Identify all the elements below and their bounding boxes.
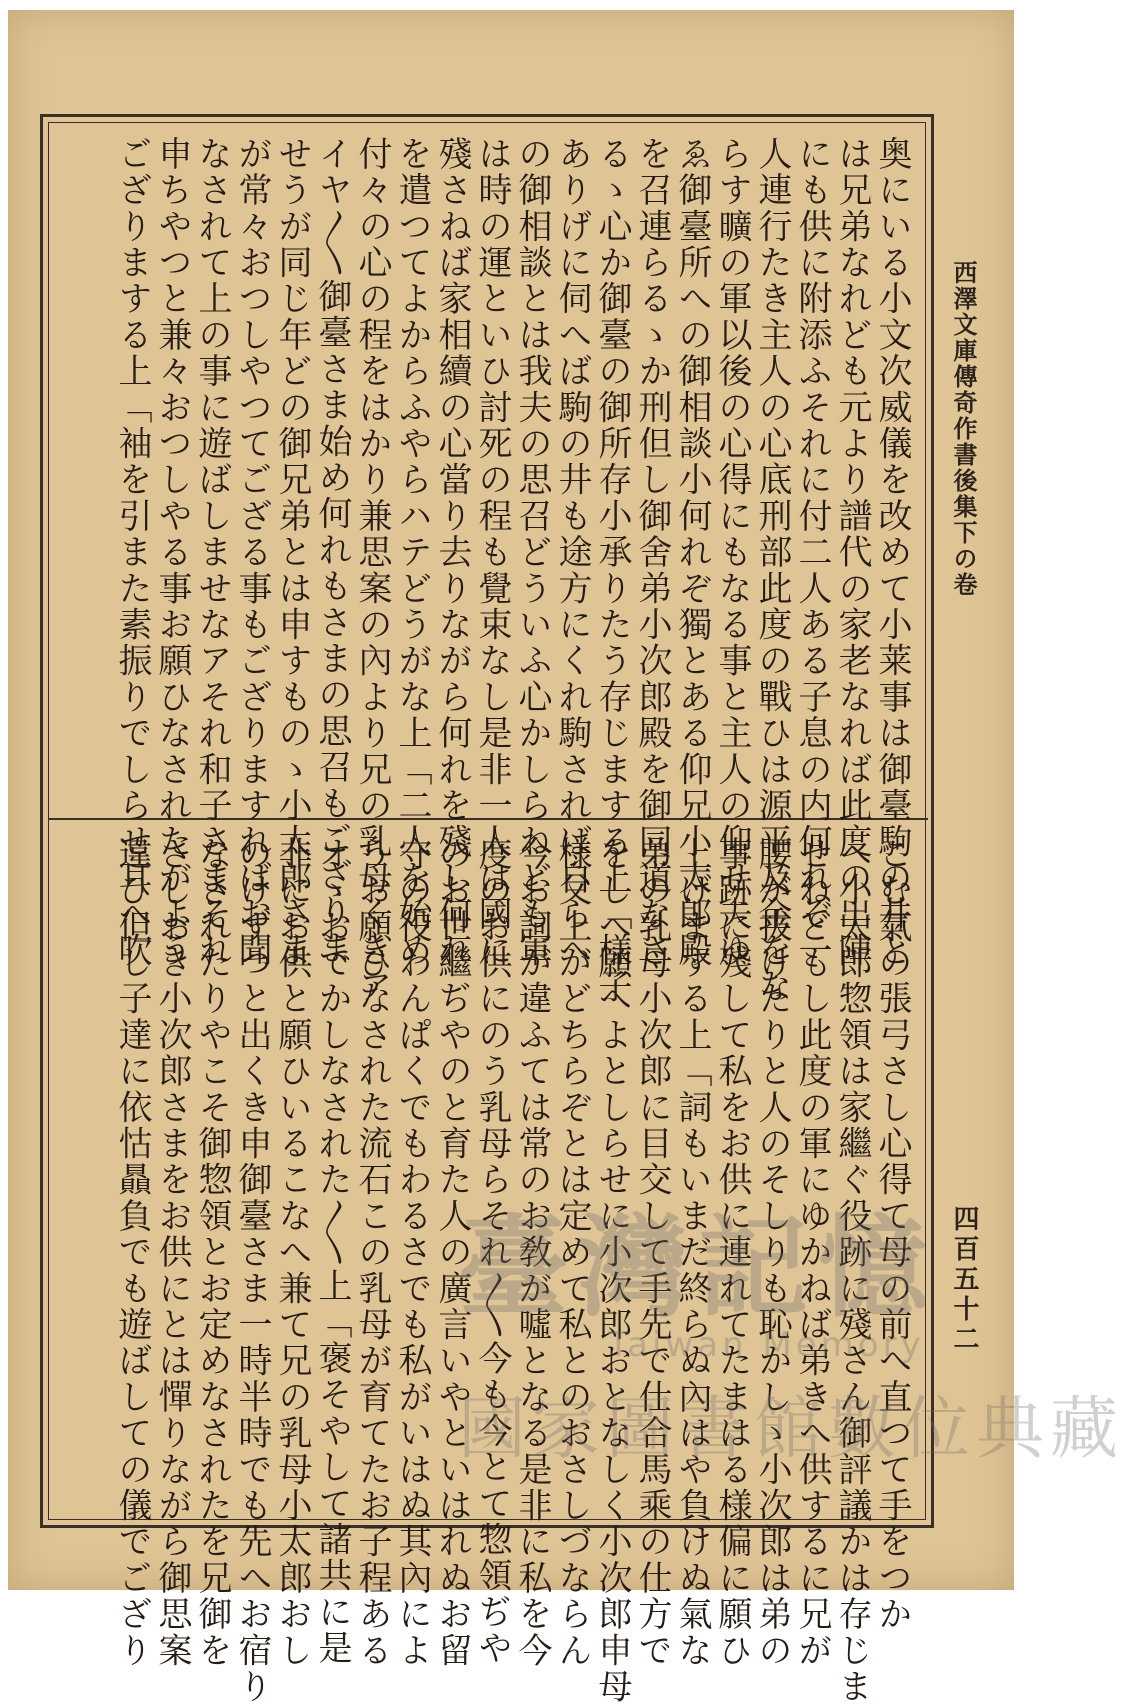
text-column: せうが同じ年どの御兄弟とは申すものゝ小太郎さま	[272, 136, 312, 969]
text-column: ゑ御臺所への御相談小何れぞ獨とある仰兄小太郎殿	[672, 136, 712, 969]
text-column: せねどもし此度の軍にゆかねば弟きへ供するに兄が	[792, 836, 832, 1669]
text-column: のお世繼ぢやのと育た人の廣言いやといはれぬお留	[432, 836, 472, 1669]
text-column: うお願ひなされた流石この乳母が育てたお子程ある	[352, 836, 392, 1669]
lower-text-block	[64, 836, 912, 1705]
text-column: は兄弟なれども元より譜代の家老なれば此度の出陣	[832, 136, 872, 969]
text-column: を遣つてよからふやらハテどうがな上「二人を始め	[392, 136, 432, 969]
page-header-strip	[936, 240, 1006, 1530]
text-column: ありげに伺へば駒の井も途方にくれ駒されば自らへ	[552, 136, 592, 969]
text-column: 度のお供にのう乳母らそれ〳〵今も今とて惣領ぢや	[472, 836, 512, 1667]
text-column: なされて上の事に遊ばしませなアそれ和子さまそれ	[192, 136, 232, 969]
text-column: にも供に附添ふそれに付二人ある子息の内何れぞ一	[792, 136, 832, 969]
text-column: イヤ〳〵御臺さま始め何れもさまの思召もござりま	[312, 136, 352, 967]
text-column: は時の運といひ討死の程も覺束なし是非一人は國に	[472, 136, 512, 969]
text-column: 様父上がどちらぞとは定めて私とのおさしづならん	[552, 836, 592, 1669]
page-number: 四百五十二	[949, 1205, 979, 1355]
text-column: 事跡に殘して私をお供に連れてたまはる様偏に願ひ	[712, 836, 752, 1669]
text-column: をしへ願へよとしらせに小次郎おとなしく小次郎申母	[592, 836, 632, 1705]
watermark-english-text: Taiwan Memory	[608, 1325, 925, 1365]
text-column: らす曠の軍以後の心得にもなる事と主人の仰せ夫ゆ	[712, 136, 752, 969]
text-column: 非にお供と願ひいるこなへ兼て兄の乳母小太郎おし	[272, 836, 312, 1669]
book-page	[8, 10, 1124, 1705]
text-column: 違ひ但し子達に依怙贔負でも遊ばしての儀でござり	[112, 836, 152, 1669]
text-column: の御相談とは我夫の思召どういふ心かしらねども軍	[512, 136, 552, 969]
text-column: 殘さねば家相續の心當り去りながら何れを殘し何れ	[432, 136, 472, 969]
text-column: るゝ心か御臺の御所存小承りたう存じまする上「様子	[592, 136, 632, 1005]
text-column: 上げまする上「詞もいまだ終らぬ內はや負けぬ氣な	[672, 836, 712, 1669]
watermark-main-text: 臺灣記憶	[458, 1203, 938, 1332]
text-column: のけずつと出くき申御臺さま一時半時でも先へお宿り	[232, 836, 272, 1705]
text-column: へ小太郎惣領は家繼ぐ役跡に殘さん御評議かは存じま	[832, 836, 872, 1705]
text-column: 弟の乳母小次郎に目交して手先で仕合馬乘の仕方で	[632, 836, 672, 1669]
upper-text-block	[64, 136, 912, 1005]
watermark-sub-text: 國家圖書館數位典藏	[458, 1390, 1124, 1469]
text-column: 奥にいる小文次威儀を改めて小莱事は御臺駒の井と	[872, 136, 912, 969]
text-column: 人連行たき主人の心底刑部此度の戰ひは源平及金をな	[752, 136, 792, 1005]
text-column: 守の役わんぱくでもわるさでも私がいはぬ其內によ	[392, 836, 432, 1669]
text-column: 申ちやつと兼々おつしやる事お願ひなされたがよう	[152, 136, 192, 969]
text-column: 付々の心の程をはかり兼思案の內より兄の乳母くきア	[352, 136, 392, 1005]
text-column: さしおき小次郎さまをお供にとは憚りながら御思案	[152, 836, 192, 1669]
text-column: こむ氣の張弓さし心得て母の前へ直つて手をつか	[872, 836, 912, 1633]
text-column: オゝおでかしなされた〳〵上「褒そやして諸共に是	[312, 836, 352, 1667]
running-title: 西澤文庫傳奇作書後集下の卷	[949, 260, 978, 598]
text-column: を召連らるゝか刑但し御舍弟小次郎殿を御同道なさ	[632, 136, 672, 969]
text-column: 腰が拔けたりと人のそしりも恥かしゝ小次郎は弟の	[752, 836, 792, 1669]
text-column: 今お詞が違ふては常のお敎が噓となる是非に私を今	[512, 836, 552, 1669]
text-column: が常々おつしやつてござる事もござりますればお聞	[232, 136, 272, 969]
text-column: ござりまする上「袖を引また素振りでしらせ耳へ吹	[112, 136, 152, 969]
text-column: なされたりやこそ御惣領とお定めなされたを兄御を	[192, 836, 232, 1669]
